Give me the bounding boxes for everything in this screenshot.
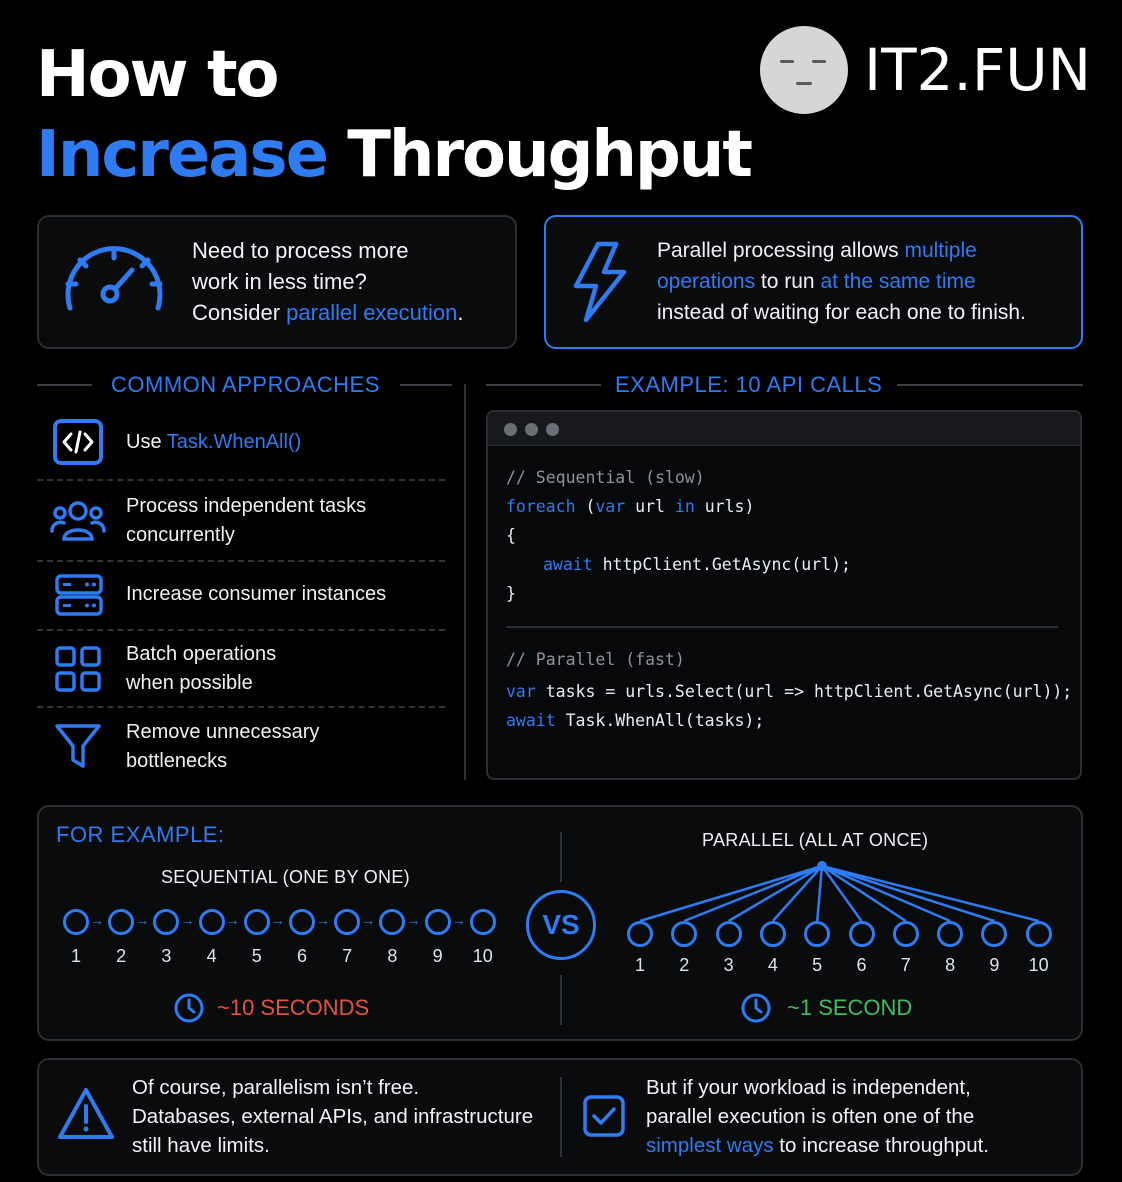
parallel-node [804,921,830,947]
example-heading: FOR EXAMPLE: [56,822,225,847]
code-line: await Task.WhenAll(tasks); [506,711,765,730]
fan-hub [817,861,827,871]
clock-icon [740,992,772,1024]
arrow-icon: → [180,912,195,928]
parallel-label: PARALLEL (ALL AT ONCE) [702,830,929,850]
code-line: await httpClient.GetAsync(url); [543,555,851,574]
parallel-node-label: 8 [945,955,956,975]
divider [560,1077,562,1157]
fan-line [640,866,822,921]
approach-item-2: Process independent tasks concurrently [126,495,367,546]
parallel-node [893,921,919,947]
approaches-heading: COMMON APPROACHES [111,372,380,397]
parallel-execution-link: parallel execution [286,300,458,325]
title-highlight: Increase [36,118,327,192]
parallel-text: Parallel processing allows multiple operations to run at the same time instead of waiting for each one to finish. [657,239,1026,324]
arrow-icon: → [270,912,285,928]
sequential-node-label: 6 [296,946,307,966]
approach-item-1: Use Task.WhenAll() [126,431,302,453]
approach-item-5: Remove unnecessary bottlenecks [126,721,320,772]
sequential-time: ~10 SECONDS [217,995,370,1020]
arrow-icon: → [406,912,421,928]
approach-item-4: Batch operations when possible [126,643,277,694]
parallel-node [716,921,742,947]
logo-brand: IT2.FUN [864,36,1092,104]
clock-icon [173,992,205,1024]
arrow-icon: → [361,912,376,928]
parallel-node-label: 2 [679,955,690,975]
intro-text: Need to process more work in less time? Consider parallel execution. [192,238,464,325]
parallel-node [1026,921,1052,947]
arrow-icon: → [316,912,330,928]
code-line: foreach (var url in urls) [506,497,755,516]
parallel-node [937,921,963,947]
footer-left-text: Of course, parallelism isn’t free. Databases, external APIs, and infrastructure still have limits. [132,1076,534,1157]
arrow-icon: → [451,912,466,928]
parallel-node-label: 3 [723,955,734,975]
code-comment-parallel: // Parallel (fast) [506,650,685,669]
sequential-node-label: 4 [206,946,217,966]
sequential-node-label: 1 [70,946,81,966]
vs-badge: VS [526,890,596,960]
fan-line [684,866,822,921]
footer-right-text: But if your workload is independent, parallel execution is often one of the simplest ways to increase throughput. [646,1076,989,1157]
parallel-node-label: 7 [900,955,911,975]
parallel-node-label: 1 [634,955,645,975]
sequential-node-label: 10 [472,946,493,966]
parallel-node-label: 5 [812,955,823,975]
parallel-node-label: 9 [989,955,1000,975]
code-comment-sequential: // Sequential (slow) [506,468,705,487]
approach-item-3: Increase consumer instances [126,583,387,605]
parallel-node [760,921,786,947]
title-line-1: How to [36,38,278,112]
sequential-node-label: 8 [387,946,398,966]
fan-line [822,866,906,921]
parallel-node [849,921,875,947]
sequential-node-label: 3 [161,946,172,966]
arrow-icon: → [135,912,150,928]
code-heading: EXAMPLE: 10 API CALLS [615,372,883,397]
parallel-node-label: 6 [856,955,867,975]
sequential-label: SEQUENTIAL (ONE BY ONE) [161,867,410,887]
parallel-time: ~1 SECOND [787,995,913,1020]
sequential-node-label: 7 [342,946,353,966]
parallel-node-label: 4 [767,955,778,975]
sequential-node-label: 2 [116,946,127,966]
parallel-node [627,921,653,947]
parallel-node-label: 10 [1028,955,1049,975]
fan-line [822,866,994,921]
code-line: } [506,584,516,603]
warning-icon [56,1086,116,1142]
fan-line [729,866,822,921]
fan-line [817,866,822,921]
sequential-node-label: 5 [251,946,262,966]
code-line: { [506,526,516,545]
code-line: var tasks = urls.Select(url => httpClient.GetAsync(url)); [506,682,1073,701]
arrow-icon: → [225,912,240,928]
arrow-icon: → [90,912,104,928]
checkbox-icon [582,1094,626,1138]
sequential-node-label: 9 [432,946,443,966]
title-rest: Throughput [347,118,751,192]
